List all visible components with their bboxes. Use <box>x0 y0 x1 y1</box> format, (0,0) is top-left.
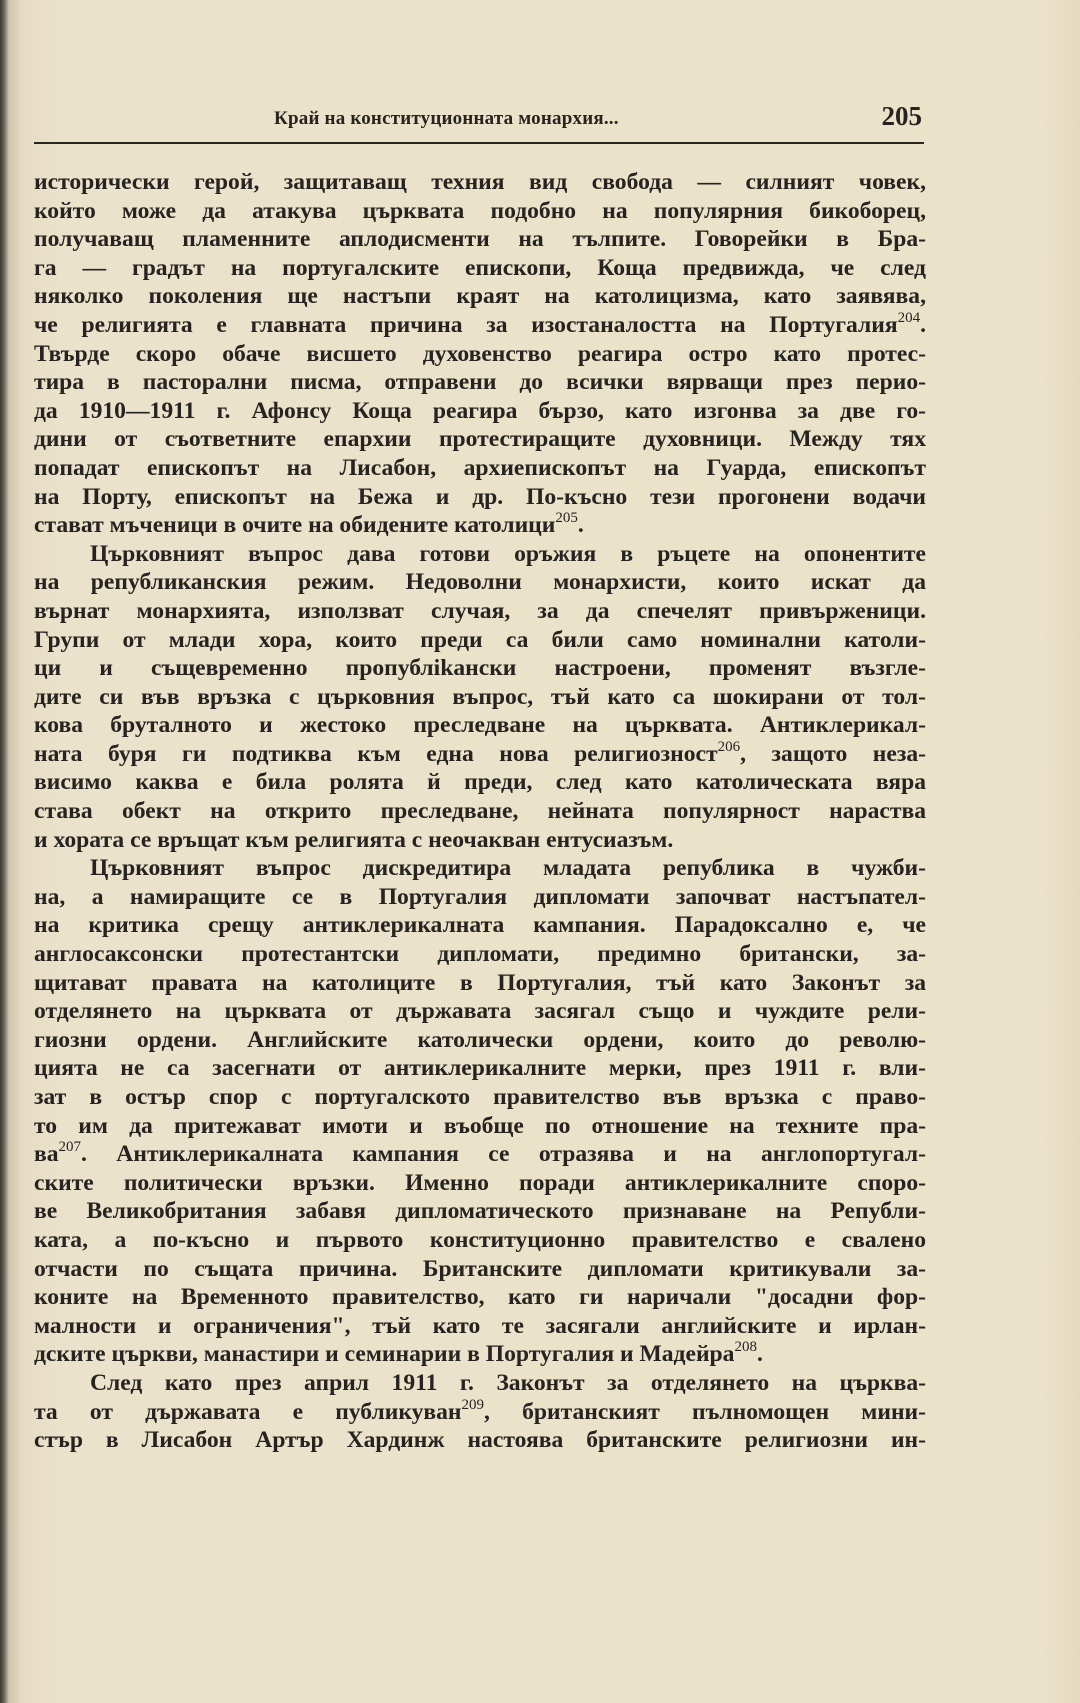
text-line: щитават правата на католиците в Португалия, тъй като Законът за <box>34 969 926 996</box>
text-line: исторически герой, защитаващ техния вид свобода — силният човек, <box>34 169 926 195</box>
text-line: га — градът на португалските епископи, Коща предвижда, че след <box>34 254 926 281</box>
footnote-ref: 205 <box>555 510 578 527</box>
text-line: става обект на открито преследване, нейната популярност нараства <box>34 798 926 825</box>
text-line: попадат епископът на Лисабон, архиепископът на Гуарда, епископът <box>34 454 926 481</box>
page-header <box>34 100 924 144</box>
text-line: стър в Лисабон Артър Хардинж настоява британските религиозни ин- <box>34 1427 926 1454</box>
text-line: че религията е главната причина за изостаналостта на Португалия$^{204}$. <box>34 309 926 338</box>
text-line: на, а намиращите се в Португалия дипломати започват настъпател- <box>34 883 926 910</box>
text-line: Твърде скоро обаче висшето духовенство реагира остро като протес- <box>34 340 926 367</box>
body-text <box>34 168 926 1455</box>
text-line: англосаксонски протестантски дипломати, предимно британски, за- <box>34 941 926 968</box>
text-line: кова бруталното и жестоко преследване на църквата. Антиклерикал- <box>34 712 926 739</box>
text-line: ната буря ги подтиква към една нова религиозност$^{206}$, защото неза- <box>34 738 927 767</box>
text-line: няколко поколения ще настъпи краят на католицизма, като заявява, <box>34 283 926 310</box>
text-line: ве Великобритания забавя дипломатическото признаване на Републи- <box>34 1198 926 1225</box>
footnote-ref: 204 <box>897 309 921 326</box>
paragraph-4 <box>34 1369 926 1455</box>
text-line: Църковният въпрос дава готови оръжия в ръцете на опонентите <box>90 540 926 567</box>
footnote-ref: 208 <box>734 1339 757 1356</box>
text-line: то им да притежават имоти и въобще по отношение на техните пра- <box>34 1112 926 1139</box>
text-line: ката, а по-късно и първото конституционно правителство е свалено <box>34 1226 926 1253</box>
text-line: върнат монархията, използват случая, за да спечелят привърженици. <box>34 597 926 624</box>
text-line: ските политически връзки. Именно поради антиклерикалните споро- <box>34 1169 926 1196</box>
paragraph-3 <box>34 854 926 1369</box>
text-line: малности и ограничения", тъй като те засягали английските и ирлан- <box>34 1312 926 1339</box>
text-line: получаващ пламенните аплодисменти на тълпите. Говорейки в Бра- <box>34 226 926 253</box>
text-line: отчасти по същата причина. Британските дипломати критикували за- <box>34 1255 926 1282</box>
text-line: на критика срещу антиклерикалната кампания. Парадоксално е, че <box>34 912 926 939</box>
footnote-ref: 207 <box>58 1139 82 1156</box>
text-line: дските църкви, манастири и семинарии в Португалия и Мадейра$^{208}$. <box>34 1339 763 1368</box>
text-line: на републиканския режим. Недоволни монархисти, които искат да <box>34 569 926 596</box>
footnote-ref: 206 <box>717 738 741 755</box>
paragraph-1 <box>34 168 926 540</box>
paragraph-2 <box>34 540 926 855</box>
text-line: ци и същевременно пропублikански настроени, променят възгле- <box>34 655 926 682</box>
text-line: След като през април 1911 г. Законът за отделянето на църква- <box>90 1369 926 1396</box>
text-line: Църковният въпрос дискредитира младата република в чужби- <box>90 855 926 882</box>
text-line: коните на Временното правителство, като ги наричали "досадни фор- <box>34 1284 926 1311</box>
text-line: гиозни ордени. Английските католически ордени, които до револю- <box>34 1026 926 1053</box>
text-line: да 1910—1911 г. Афонсу Коща реагира бързо, като изгонва за две го- <box>34 397 926 424</box>
text-line: цията не са засегнати от антиклерикалните мерки, през 1911 г. вли- <box>34 1055 926 1082</box>
text-line: дини от съответните епархии протестиращите духовници. Между тях <box>34 426 926 453</box>
text-line: тира в пасторални писма, отправени до всички вярващи през перио- <box>34 369 926 396</box>
text-line: ва$^{207}$. Антиклерикалната кампания се отразява и на англопортугал- <box>34 1139 926 1168</box>
page-number: 205 <box>881 101 922 131</box>
text-line: та от държавата е публикуван$^{209}$, британският пълномощен мини- <box>34 1396 926 1425</box>
text-line: на Порту, епископът на Бежа и др. По-късно тези прогонени водачи <box>34 483 926 510</box>
footnote-ref: 209 <box>461 1396 485 1413</box>
text-line: отделянето на църквата от държавата засягал също и чуждите рели- <box>34 998 926 1025</box>
running-head: Край на конституционната монархия... <box>274 108 619 129</box>
text-line: който може да атакува църквата подобно на популярния бикоборец, <box>34 197 926 224</box>
text-line: висимо каква е била ролята й преди, след като католическата вяра <box>34 769 926 796</box>
text-line: зат в остър спор с португалското правителство във връзка с право- <box>34 1084 926 1110</box>
text-line: стават мъченици в очите на обидените католици$^{205}$. <box>34 510 584 539</box>
text-line: и хората се връщат към религията с неочакван ентусиазъм. <box>34 826 674 853</box>
text-line: дите си във връзка с църковния въпрос, тъй като са шокирани от тол- <box>34 683 926 710</box>
text-line: Групи от млади хора, които преди са били само номинални католи- <box>34 626 926 653</box>
